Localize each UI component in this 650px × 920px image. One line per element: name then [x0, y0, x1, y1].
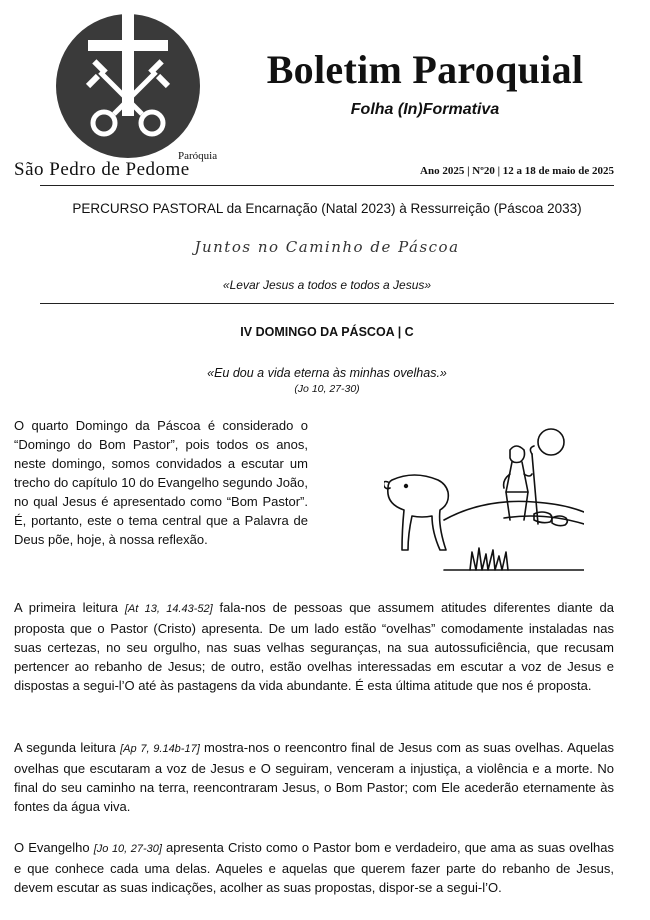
second-reading-text: mostra-nos o reencontro final de Jesus com as suas ovelhas. Aquelas ovelhas que escutaram a voz de Jesus e O seguiram, venceram a injustiça, a violência e a morte. No final do seu caminho na terra, reencontraram Jesus, o Bom Pastor; com Ele acederão eternamente às fontes da água viva.	[14, 740, 615, 814]
bulletin-title: Boletim Paroquial	[266, 47, 584, 92]
intro-paragraph: O quarto Domingo da Páscoa é considerado o “Domingo do Bom Pastor”, pois todos os anos, neste domingo, somos convidados a escutar um trecho do capítulo 10 do Evangelho segundo João, no qual Jesus é apresentado como “Bom Pastor”. É, portanto, este o tema central que a Palavra de Deus põe, hoje, à nossa reflexão.	[14, 418, 308, 547]
second-reading-lead: A segunda leitura	[14, 740, 116, 755]
percurso-heading: PERCURSO PASTORAL da Encarnação (Natal 2023) à Ressurreição (Páscoa 2033)	[72, 201, 582, 216]
gospel-ref: [Jo 10, 27-30]	[93, 843, 162, 855]
sunday-heading: IV DOMINGO DA PÁSCOA | C	[240, 325, 414, 339]
second-reading-ref: [Ap 7, 9.14b-17]	[120, 743, 200, 755]
juntos-tagline: Juntos no Caminho de Páscoa	[194, 238, 460, 256]
section-divider	[40, 303, 614, 304]
gospel-lead: O Evangelho	[14, 840, 90, 855]
gospel-quote-ref: (Jo 10, 27-30)	[294, 383, 360, 395]
good-shepherd-illustration	[384, 420, 584, 585]
gospel-text: apresenta Cristo como o Pastor bom e verdadeiro, que ama as suas ovelhas e que conhece cada uma delas. Aqueles e aquelas que querem fazer parte do rebanho de Jesus, devem escutar as suas indicações, acolher as suas propostas, dispor-se a segui-l’O.	[14, 840, 614, 895]
first-reading-paragraph	[14, 598, 614, 695]
first-reading-text: fala-nos de pessoas que assumem atitudes diferentes diante da proposta que o Pastor (Cristo) apresenta. De um lado estão “ovelhas” comodamente instaladas nas suas certezas, no seu orgulho, nas suas velhas seguranças, na sua autossuficiência, que recusam pertencer ao rebanho de Jesus; de outro, estão ovelhas interessadas em escutar a voz de Jesus e dispostas a segui-l’O até às pastagens da vida abundante. É esta última atitude que nos é proposta.	[14, 600, 614, 693]
parish-name: São Pedro de Pedome	[14, 159, 190, 180]
gospel-paragraph	[14, 838, 614, 897]
bulletin-subtitle: Folha (In)Formativa	[350, 101, 500, 118]
issue-line: Ano 2025 | Nº20 | 12 a 18 de maio de 2025	[420, 165, 614, 177]
first-reading-lead: A primeira leitura	[14, 600, 119, 615]
second-reading-paragraph	[14, 738, 614, 816]
parish-label: Paróquia	[178, 150, 218, 162]
header-divider	[40, 185, 614, 186]
levar-motto: «Levar Jesus a todos e todos a Jesus»	[222, 278, 432, 292]
first-reading-ref: [At 13, 14.43-52]	[124, 603, 213, 615]
gospel-quote: «Eu dou a vida eterna às minhas ovelhas.»	[207, 366, 447, 380]
cross-keys-icon	[30, 10, 230, 160]
